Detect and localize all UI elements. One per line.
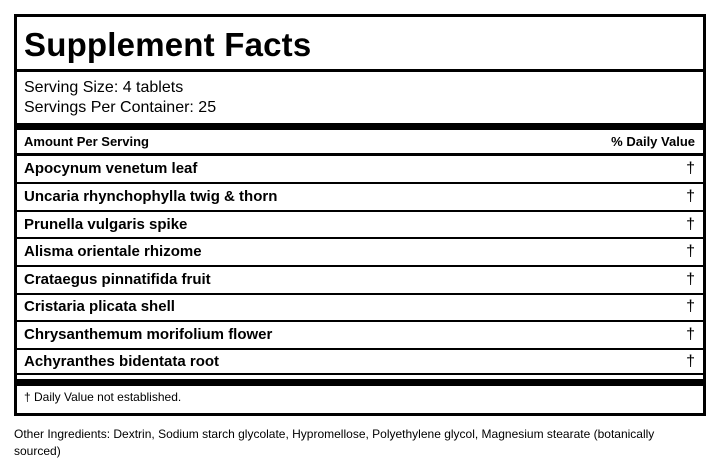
- panel-title: Supplement Facts: [24, 26, 312, 63]
- servings-per-container: Servings Per Container: 25: [24, 99, 217, 116]
- daily-value-label: % Daily Value: [611, 134, 695, 149]
- ingredient-row: [24, 267, 695, 293]
- ingredient-row: [24, 184, 695, 210]
- ingredient-daily-value: †: [686, 216, 695, 233]
- ingredient-daily-value: †: [686, 271, 695, 288]
- ingredient-row: [24, 156, 695, 182]
- ingredient-name: Achyranthes bidentata root: [24, 353, 220, 370]
- ingredient-daily-value: †: [686, 243, 695, 260]
- column-header: [24, 132, 695, 152]
- daily-value-footnote: † Daily Value not established.: [24, 390, 182, 404]
- ingredient-daily-value: †: [686, 353, 695, 370]
- ingredient-daily-value: †: [686, 160, 695, 177]
- ingredient-row: [24, 294, 695, 320]
- ingredient-row: [24, 322, 695, 348]
- ingredient-name: Crataegus pinnatifida fruit: [24, 271, 211, 288]
- supplement-facts-panel: [14, 14, 706, 416]
- thick-divider-top: [17, 123, 703, 130]
- ingredient-name: Uncaria rhynchophylla twig & thorn: [24, 188, 278, 205]
- serving-size: Serving Size: 4 tablets: [24, 79, 184, 96]
- ingredient-row: [24, 239, 695, 265]
- amount-per-serving-label: Amount Per Serving: [24, 134, 149, 149]
- ingredient-daily-value: †: [686, 298, 695, 315]
- other-ingredients: Other Ingredients: Dextrin, Sodium starch glycolate, Hypromellose, Polyethylene glycol, Magnesium stearate (botanically sourced): [14, 427, 655, 458]
- ingredient-name: Prunella vulgaris spike: [24, 216, 188, 233]
- ingredient-name: Cristaria plicata shell: [24, 298, 175, 315]
- ingredient-row: [24, 349, 695, 375]
- ingredient-name: Apocynum venetum leaf: [24, 160, 198, 177]
- ingredient-name: Chrysanthemum morifolium flower: [24, 326, 273, 343]
- ingredient-row: [24, 212, 695, 238]
- ingredient-name: Alisma orientale rhizome: [24, 243, 202, 260]
- thick-divider-bottom: [17, 379, 703, 386]
- ingredient-daily-value: †: [686, 326, 695, 343]
- title-divider: [17, 69, 703, 72]
- row-divider: [17, 373, 703, 375]
- ingredient-daily-value: †: [686, 188, 695, 205]
